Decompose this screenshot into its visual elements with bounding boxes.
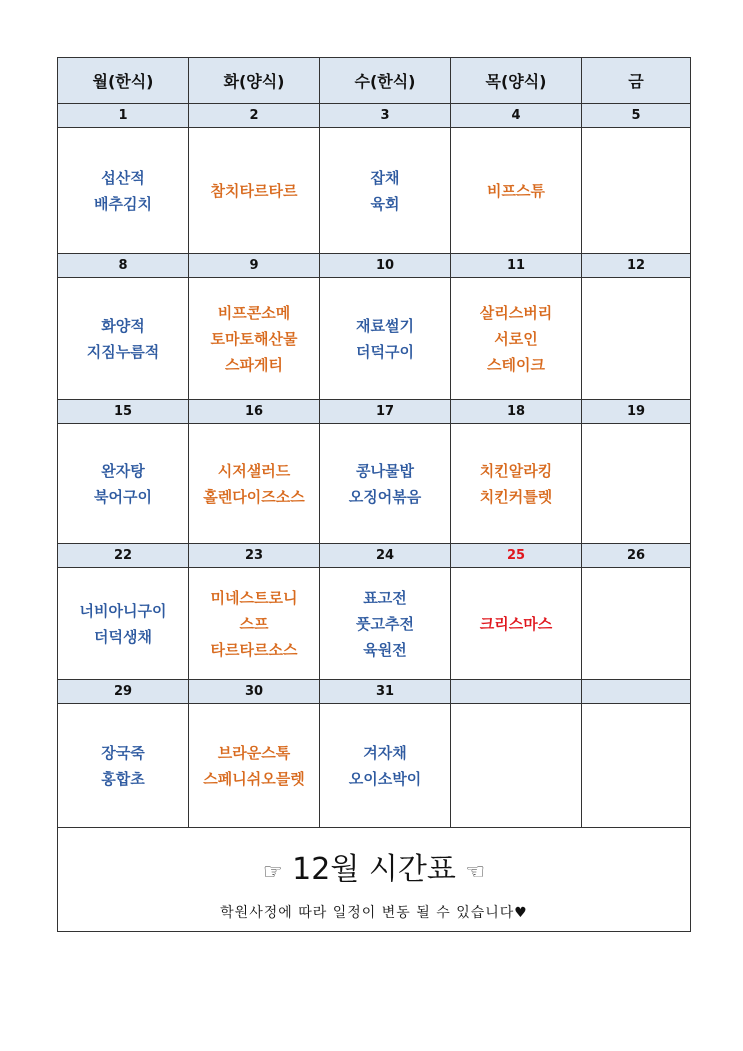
menu-cell: [189, 424, 320, 544]
date-row: [58, 680, 691, 704]
menu-row: [58, 278, 691, 400]
schedule-title: [58, 844, 690, 888]
date-row: [58, 400, 691, 424]
menu-cell: [58, 704, 189, 828]
menu-cell-empty: [582, 424, 691, 544]
date-cell-holiday: 25: [451, 544, 582, 568]
schedule-table: [57, 57, 691, 932]
menu-item: 스테이크: [487, 355, 545, 374]
date-cell: 5: [582, 104, 691, 128]
menu-cell: [189, 704, 320, 828]
date-cell: 22: [58, 544, 189, 568]
menu-item: 비프스튜: [487, 181, 545, 200]
menu-item: 서로인: [494, 329, 538, 348]
menu-row: [58, 704, 691, 828]
menu-cell: [320, 704, 451, 828]
weekday-header-row: [58, 58, 691, 104]
date-row: [58, 254, 691, 278]
menu-item: 치킨커틀렛: [479, 487, 553, 506]
menu-item: 토마토해산물: [210, 329, 298, 348]
date-cell: 10: [320, 254, 451, 278]
menu-item: 콩나물밥: [356, 461, 414, 480]
menu-cell: [320, 424, 451, 544]
weekday-fri: 금: [582, 58, 691, 104]
menu-item: 브라운스톡: [217, 743, 291, 762]
menu-cell: [58, 568, 189, 680]
menu-cell: [189, 568, 320, 680]
menu-item: 북어구이: [94, 487, 152, 506]
menu-cell: [58, 424, 189, 544]
pointing-right-hand-icon: ☞: [262, 859, 283, 885]
menu-item: 스프: [239, 614, 269, 633]
menu-cell: [451, 128, 582, 254]
menu-item: 더덕구이: [356, 342, 414, 361]
menu-cell: [320, 128, 451, 254]
date-cell: 1: [58, 104, 189, 128]
date-cell: 18: [451, 400, 582, 424]
menu-item: 홀렌다이즈소스: [203, 487, 305, 506]
menu-item: 장국죽: [101, 743, 145, 762]
menu-item: 배추김치: [94, 194, 152, 213]
menu-item: 시저샐러드: [217, 461, 291, 480]
menu-item: 겨자채: [363, 743, 407, 762]
menu-item: 오이소박이: [348, 769, 422, 788]
date-cell: 12: [582, 254, 691, 278]
date-cell: 3: [320, 104, 451, 128]
date-cell: [582, 680, 691, 704]
menu-cell-empty: [582, 278, 691, 400]
menu-cell-empty: [582, 128, 691, 254]
menu-item: 육회: [370, 194, 400, 213]
date-cell: 31: [320, 680, 451, 704]
footer-cell: [58, 828, 691, 932]
date-cell: 29: [58, 680, 189, 704]
menu-item: 살리스버리: [479, 303, 553, 322]
menu-cell-empty: [451, 704, 582, 828]
date-cell: 9: [189, 254, 320, 278]
date-cell: 24: [320, 544, 451, 568]
date-cell: 19: [582, 400, 691, 424]
menu-cell: [58, 128, 189, 254]
menu-item: 섭산적: [101, 168, 145, 187]
menu-cell: [189, 128, 320, 254]
weekday-thu: 목(양식): [451, 58, 582, 104]
date-cell: 4: [451, 104, 582, 128]
date-cell: 16: [189, 400, 320, 424]
menu-item: 풋고추전: [356, 614, 414, 633]
date-cell: 26: [582, 544, 691, 568]
menu-item: 미네스트로니: [210, 588, 298, 607]
pointing-left-hand-icon: ☜: [465, 859, 486, 885]
menu-row: [58, 568, 691, 680]
date-cell: 30: [189, 680, 320, 704]
weekday-wed: 수(한식): [320, 58, 451, 104]
menu-item: 스페니쉬오믈렛: [203, 769, 305, 788]
date-row: [58, 104, 691, 128]
menu-item: 타르타르소스: [210, 640, 298, 659]
schedule-notice: 학원사정에 따라 일정이 변동 될 수 있습니다♥: [220, 904, 528, 921]
menu-item: 치킨알라킹: [479, 461, 553, 480]
menu-item: 더덕생채: [94, 627, 152, 646]
menu-cell-holiday: [451, 568, 582, 680]
footer-row: [58, 828, 691, 932]
menu-item: 참치타르타르: [210, 181, 298, 200]
date-cell: 17: [320, 400, 451, 424]
menu-item: 크리스마스: [479, 614, 553, 633]
date-cell: 11: [451, 254, 582, 278]
menu-item: 잡채: [370, 168, 400, 187]
menu-item: 너비아니구이: [79, 601, 167, 620]
weekday-tue: 화(양식): [189, 58, 320, 104]
date-cell: 15: [58, 400, 189, 424]
date-cell: 8: [58, 254, 189, 278]
menu-item: 비프콘소메: [217, 303, 291, 322]
date-cell: [451, 680, 582, 704]
weekday-mon: 월(한식): [58, 58, 189, 104]
menu-cell-empty: [582, 568, 691, 680]
menu-cell: [58, 278, 189, 400]
menu-cell: [320, 568, 451, 680]
menu-item: 화양적: [101, 316, 145, 335]
menu-row: [58, 128, 691, 254]
menu-item: 재료썰기: [356, 316, 414, 335]
date-row: [58, 544, 691, 568]
menu-cell: [451, 278, 582, 400]
menu-item: 스파게티: [225, 355, 283, 374]
menu-item: 표고전: [363, 588, 407, 607]
menu-cell: [451, 424, 582, 544]
menu-cell: [320, 278, 451, 400]
menu-row: [58, 424, 691, 544]
menu-item: 완자탕: [101, 461, 145, 480]
menu-item: 홍합초: [101, 769, 145, 788]
menu-item: 오징어볶음: [348, 487, 422, 506]
date-cell: 2: [189, 104, 320, 128]
menu-cell: [189, 278, 320, 400]
date-cell: 23: [189, 544, 320, 568]
menu-item: 지짐누름적: [86, 342, 160, 361]
menu-cell-empty: [582, 704, 691, 828]
title-text: 12월 시간표: [292, 851, 456, 887]
menu-item: 육원전: [363, 640, 407, 659]
